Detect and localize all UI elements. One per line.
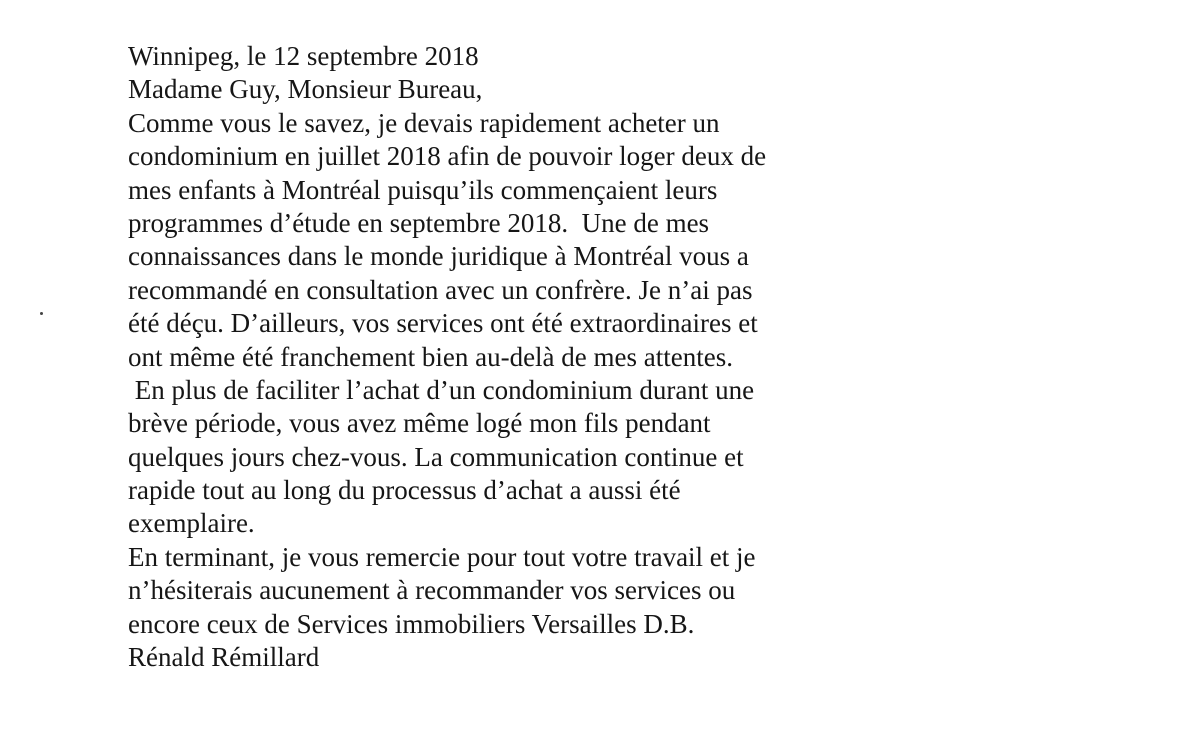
- body-line: été déçu. D’ailleurs, vos services ont été extraordinaires et: [128, 308, 758, 339]
- salutation: Madame Guy, Monsieur Bureau,: [128, 74, 483, 105]
- signature: Rénald Rémillard: [128, 642, 320, 673]
- body-line: exemplaire.: [128, 508, 255, 539]
- place-date: Winnipeg, le 12 septembre 2018: [128, 41, 479, 71]
- body-line: programmes d’étude en septembre 2018. Une de mes: [128, 207, 710, 238]
- body-line: quelques jours chez-vous. La communication continue et: [128, 441, 744, 472]
- body-line: encore ceux de Services immobiliers Versailles D.B.: [128, 608, 695, 639]
- body-line: mes enfants à Montréal puisqu’ils commençaient leurs: [128, 174, 718, 205]
- body-line: connaissances dans le monde juridique à Montréal vous a: [128, 241, 749, 272]
- body-line: recommandé en consultation avec un confrère. Je n’ai pas: [128, 274, 753, 305]
- body-line: ont même été franchement bien au-delà de mes attentes.: [128, 341, 733, 372]
- scan-speck: [40, 312, 43, 315]
- body-line: brève période, vous avez même logé mon fils pendant: [128, 408, 711, 439]
- body-line: n’hésiterais aucunement à recommander vos services ou: [128, 575, 736, 606]
- letter-body: [128, 40, 1128, 674]
- body-line: rapide tout au long du processus d’achat a aussi été: [128, 475, 681, 506]
- body-line: En terminant, je vous remercie pour tout votre travail et je: [128, 541, 756, 572]
- body-line: En plus de faciliter l’achat d’un condominium durant une: [128, 374, 755, 405]
- body-line: condominium en juillet 2018 afin de pouvoir loger deux de: [128, 141, 767, 172]
- body-line: Comme vous le savez, je devais rapidement acheter un: [128, 107, 720, 138]
